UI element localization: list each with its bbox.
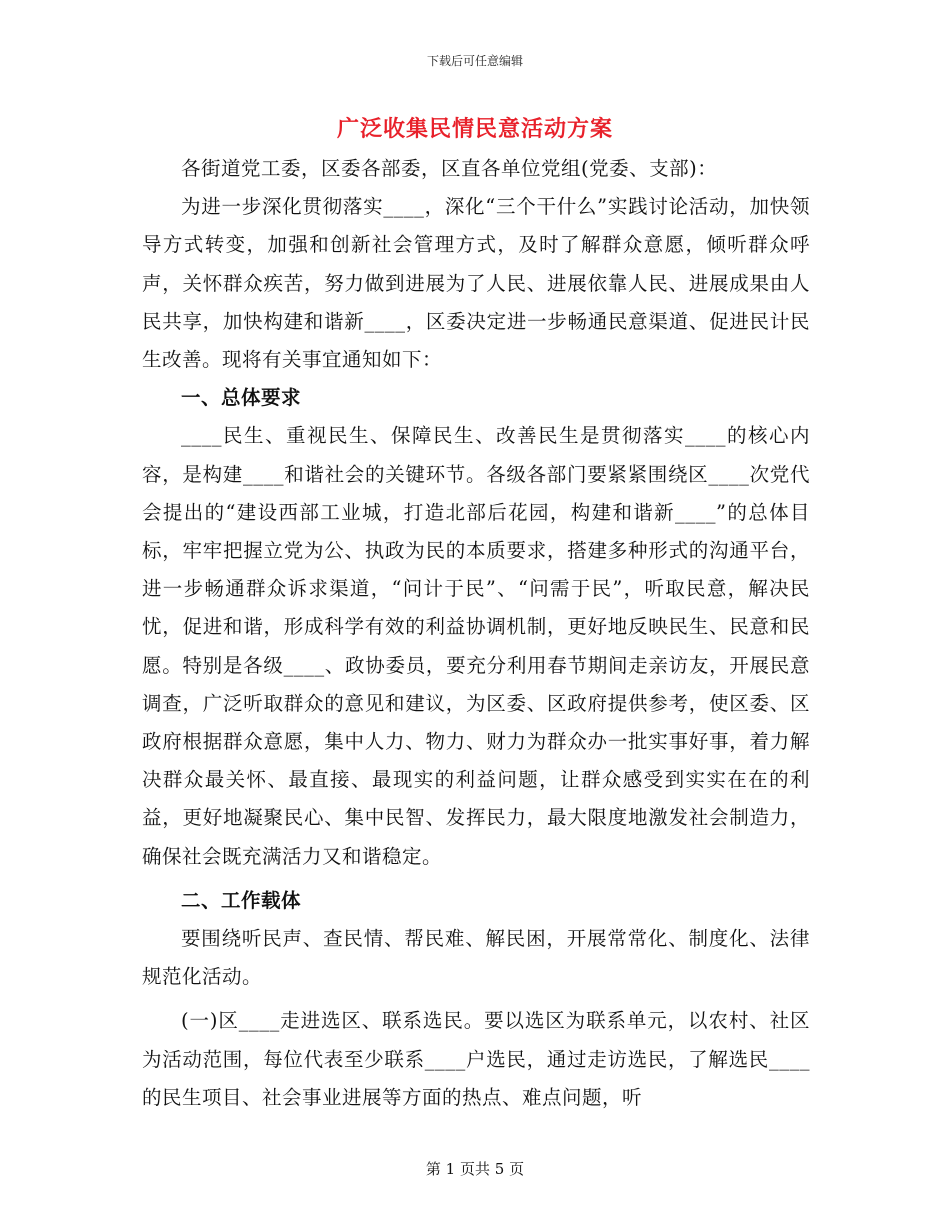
header-note: 下载后可任意编辑: [426, 54, 523, 68]
requirements-paragraph: ____民生、重视民生、保障民生、改善民生是贯彻落实____的核心内容，是构建____和谐社会的关键环节。各级各部门要紧紧围绕区____次党代会提出的“建设西部工业城，打造北部后花园，构建和谐新____”的总体目标，牢牢把握立党为公、执政为民的本质要求，搭建多种形式的沟通平台，进一步畅通群众诉求渠道，“问计于民”、“问需于民”，听取民意，解决民忧，促进和谐，形成科学有效的利益协调机制，更好地反映民生、民意和民愿。特别是各级____、政协委员，要充分利用春节期间走亲访友，开展民意调查，广泛听取群众的意见和建议，为区委、区政府提供参考，使区委、区政府根据群众意愿，集中人力、物力、财力为群众办一批实事好事，着力解决群众最关怀、最直接、最现实的利益问题，让群众感受到实实在在的利益，更好地凝聚民心、集中民智、发挥民力，最大限度地激发社会制造力，确保社会既充满活力又和谐稳定。: [142, 424, 810, 868]
salutation-paragraph: 各街道党工委，区委各部委，区直各单位党组(党委、支部)：: [181, 157, 718, 180]
intro-paragraph: 为进一步深化贯彻落实____，深化“三个干什么”实践讨论活动，加快领导方式转变，加强和创新社会管理方式，及时了解群众意愿，倾听群众呼声，关怀群众疾苦，努力做到进展为了人民、进展依靠人民、进展成果由人民共享，加快构建和谐新____，区委决定进一步畅通民意渠道、促进民计民生改善。现将有关事宜通知如下：: [142, 195, 810, 372]
page-footer: 第 1 页共 5 页: [425, 1160, 525, 1178]
document-body: [142, 150, 810, 1117]
item-1-paragraph: (一)区____走进选区、联系选民。要以选区为联系单元，以农村、社区为活动范围，每位代表至少联系____户选民，通过走访选民，了解选民____的民生项目、社会事业进展等方面的热点、难点问题，听: [142, 1009, 810, 1109]
carrier-paragraph: 要围绕听民声、查民情、帮民难、解民困，开展常常化、制度化、法律规范化活动。: [142, 927, 810, 989]
section-heading-1: 一、总体要求: [181, 386, 302, 410]
document-title: 广泛收集民情民意活动方案: [336, 116, 613, 142]
section-heading-2: 二、工作载体: [181, 888, 302, 912]
